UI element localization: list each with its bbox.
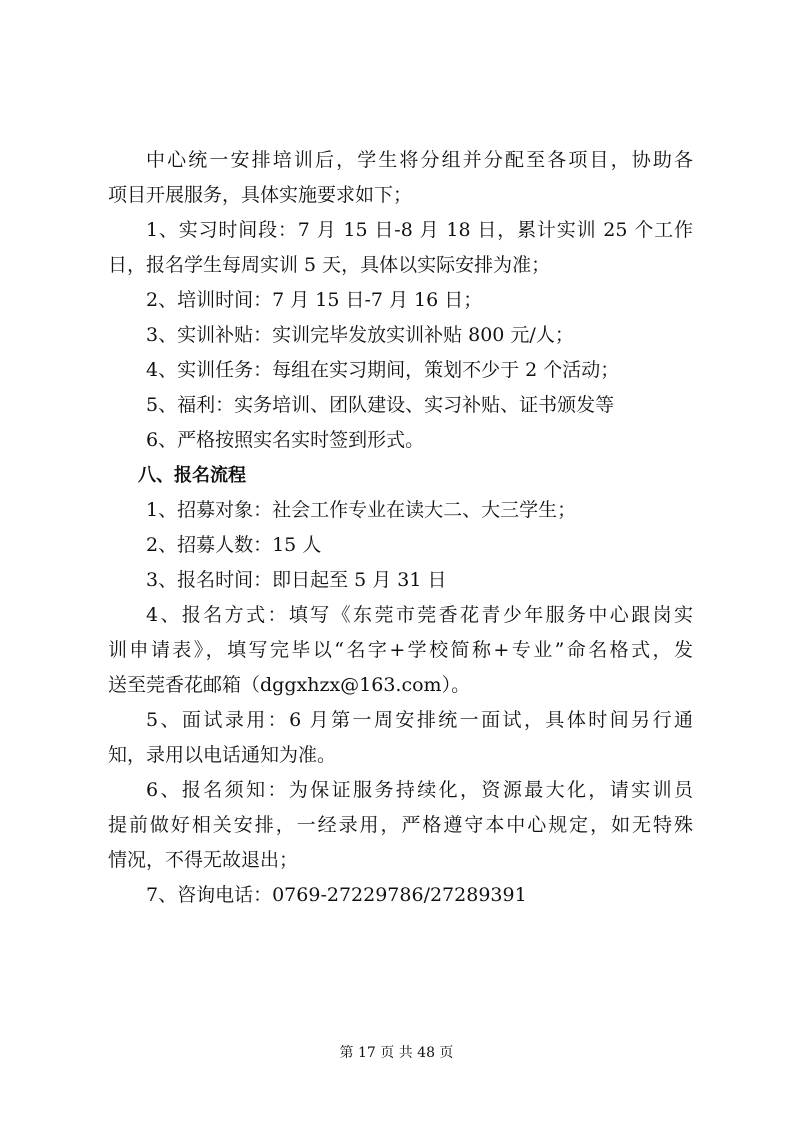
paragraph-line: 1、招募对象：社会工作专业在读大二、大三学生； (146, 499, 577, 521)
section-heading: 八、报名流程 (138, 465, 246, 486)
paragraph-line: 4、实训任务：每组在实习期间，策划不少于 2 个活动； (146, 359, 620, 381)
paragraph-line: 1、实习时间段：7 月 15 日-8 月 18 日，累计实训 25 个工作 (146, 219, 693, 241)
paragraph-line: 6、报名须知：为保证服务持续化，资源最大化，请实训员 (146, 779, 693, 801)
paragraph-line: 中心统一安排培训后，学生将分组并分配至各项目，协助各 (146, 149, 693, 171)
paragraph-line: 日，报名学生每周实训 5 天，具体以实际安排为准； (108, 254, 551, 276)
paragraph-line: 3、报名时间：即日起至 5 月 31 日 (146, 569, 447, 591)
page-footer: 第 17 页 共 48 页 (339, 1045, 454, 1061)
paragraph-line: 提前做好相关安排，一经录用，严格遵守本中心规定，如无特殊 (108, 814, 693, 836)
paragraph-line: 2、培训时间：7 月 15 日-7 月 16 日； (146, 289, 483, 311)
paragraph-line: 项目开展服务，具体实施要求如下； (108, 184, 413, 206)
paragraph-line: 知，录用以电话通知为准。 (108, 744, 337, 766)
paragraph-line: 3、实训补贴：实训完毕发放实训补贴 800 元/人； (146, 324, 574, 346)
paragraph-line: 5、福利：实务培训、团队建设、实习补贴、证书颁发等 (146, 394, 615, 416)
paragraph-line: 训申请表》，填写完毕以“名字+学校简称+专业”命名格式，发 (108, 639, 693, 661)
paragraph-line: 情况，不得无故退出； (108, 849, 299, 871)
paragraph-line: 送至莞香花邮箱（dggxhzx@163.com）。 (108, 674, 471, 696)
document-body (108, 143, 693, 913)
paragraph-line: 2、招募人数：15 人 (146, 534, 322, 556)
paragraph-line: 5、面试录用：6 月第一周安排统一面试，具体时间另行通 (146, 709, 693, 731)
paragraph-line: 7、咨询电话：0769-27229786/27289391 (146, 884, 527, 906)
paragraph-line: 4、报名方式：填写《东莞市莞香花青少年服务中心跟岗实 (146, 604, 693, 626)
paragraph-line: 6、严格按照实名实时签到形式。 (146, 429, 425, 451)
